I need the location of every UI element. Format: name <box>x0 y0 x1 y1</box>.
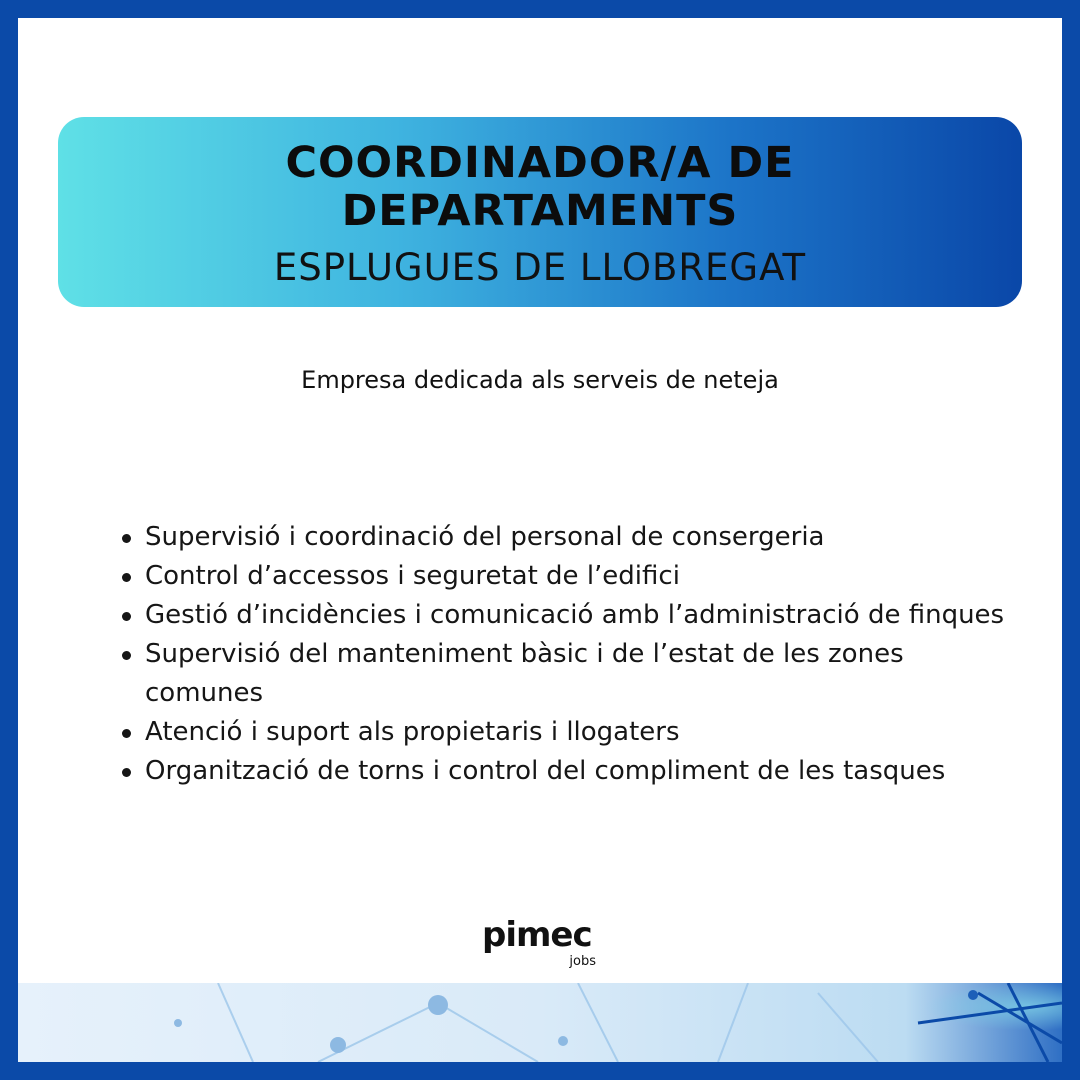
job-location: ESPLUGUES DE LLOBREGAT <box>273 246 807 289</box>
bullet-icon <box>122 651 131 660</box>
duties-list <box>118 518 1018 791</box>
duty-text: Control d’accessos i seguretat de l’edifici <box>145 561 680 591</box>
job-title <box>58 139 1022 235</box>
bullet-icon <box>122 612 131 621</box>
duty-text: Gestió d’incidències i comunicació amb l’administració de finques <box>145 600 1005 630</box>
header-banner <box>58 117 1022 307</box>
content-card <box>18 18 1062 1062</box>
bullet-icon <box>122 534 131 543</box>
list-item <box>118 518 1018 557</box>
bullet-icon <box>122 768 131 777</box>
logo-sub: jobs <box>569 954 596 969</box>
bullet-icon <box>122 729 131 738</box>
bullet-icon <box>122 573 131 582</box>
duty-text: Supervisió del manteniment bàsic i de l’estat de les zones comunes <box>145 639 904 708</box>
duty-text: Supervisió i coordinació del personal de consergeria <box>145 522 825 552</box>
network-decoration <box>18 983 1062 1062</box>
job-title-line1: COORDINADOR/A DE <box>285 138 795 188</box>
job-title-line2: DEPARTAMENTS <box>341 186 739 236</box>
list-item <box>118 557 1018 596</box>
list-item <box>118 713 1018 752</box>
logo-brand: pimec <box>482 915 592 955</box>
list-item <box>118 752 1018 791</box>
list-item <box>118 635 1018 713</box>
list-item <box>118 596 1018 635</box>
duty-text: Atenció i suport als propietaris i llogaters <box>145 717 680 747</box>
company-description: Empresa dedicada als serveis de neteja <box>301 366 779 394</box>
duty-text: Organització de torns i control del compliment de les tasques <box>145 756 946 786</box>
pimec-jobs-logo <box>482 915 602 974</box>
